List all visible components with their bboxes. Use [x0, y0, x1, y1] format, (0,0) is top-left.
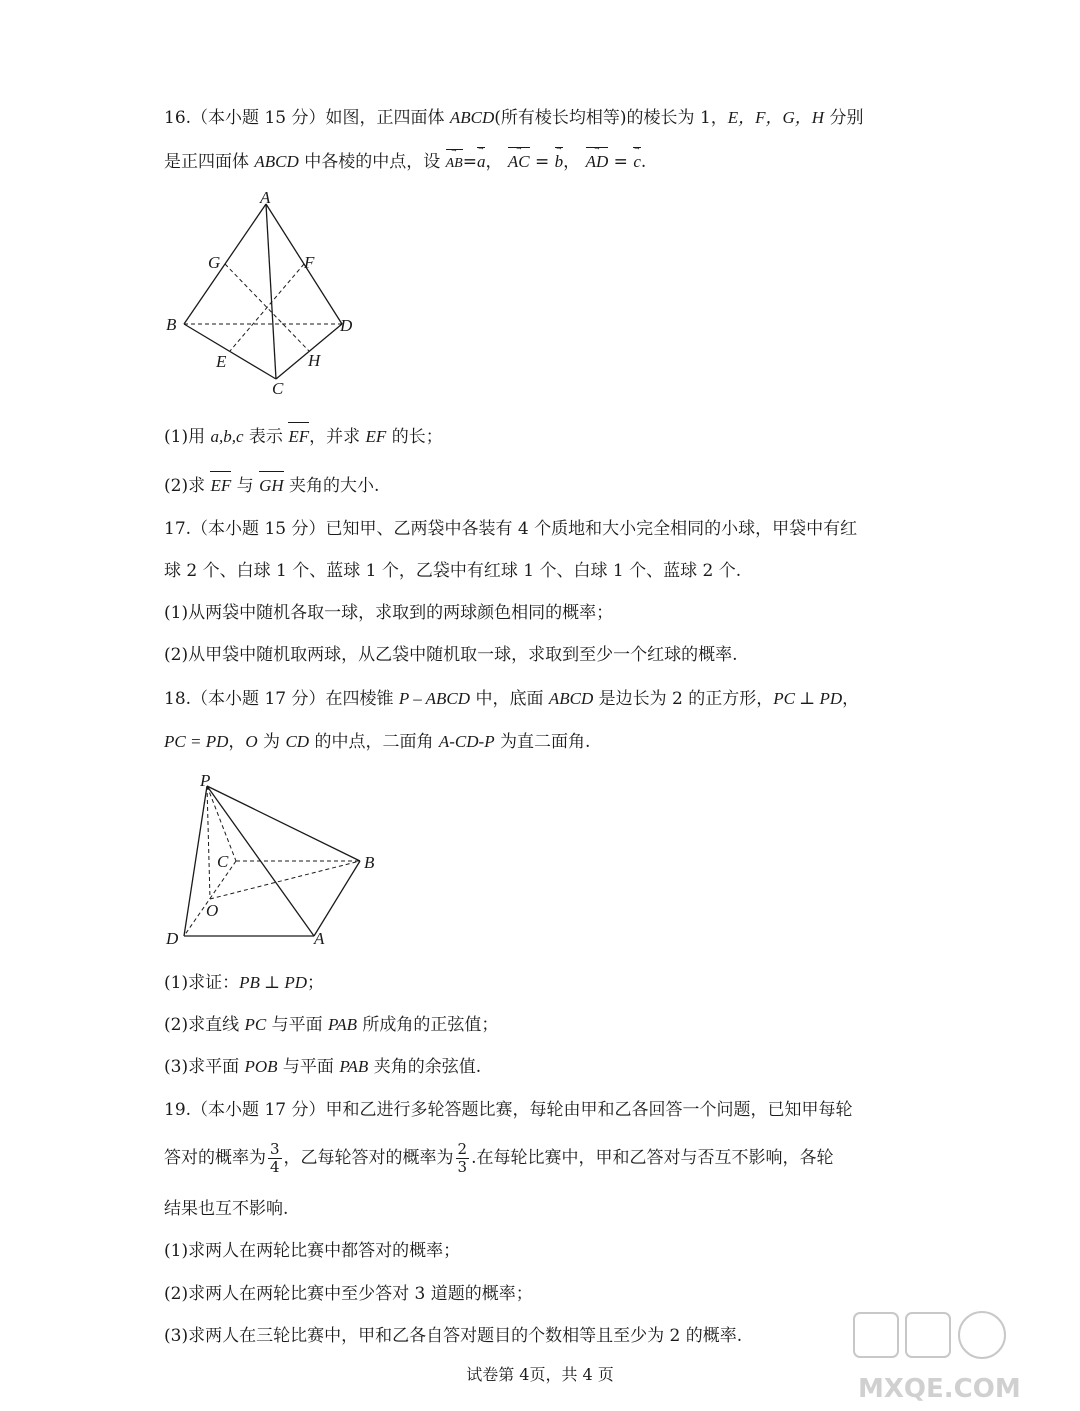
- label-f: F: [304, 253, 315, 272]
- q19-line2: [164, 1138, 834, 1178]
- period: .: [640, 152, 647, 172]
- q19-line3: 结果也互不影响.: [164, 1199, 289, 1219]
- q18-text: ；: [307, 973, 325, 993]
- q18-text: 夹角的余弦值.: [368, 1057, 482, 1077]
- equals: =: [462, 152, 477, 172]
- watermark-text: MXQE.COM: [858, 1374, 1021, 1404]
- q16-text: (所有棱长均相等)的棱长为 1，: [494, 108, 728, 128]
- q16-text: 夹角的大小.: [283, 476, 380, 496]
- q18-text: 为直二面角.: [494, 732, 591, 752]
- fraction-numerator: 3: [270, 1140, 280, 1158]
- q19-part3: (3)求两人在三轮比赛中，甲和乙各自答对题目的个数相等且至少为 2 的概率.: [164, 1326, 743, 1346]
- vector-ef: EF: [288, 425, 309, 449]
- perp-condition: PC ⊥ PD: [773, 689, 843, 708]
- segment-po-hidden: [207, 786, 210, 899]
- fraction-numerator: 2: [457, 1140, 468, 1158]
- segment-ef-name: EF: [365, 427, 387, 446]
- equals: =: [535, 152, 550, 172]
- pyramid-name: P – ABCD: [398, 689, 471, 708]
- q18-text: 是边长为 2 的正方形，: [593, 689, 774, 709]
- base-name: ABCD: [548, 689, 594, 708]
- perp-claim: PB ⊥ PD: [239, 973, 308, 992]
- fraction-denominator: 4: [270, 1158, 280, 1176]
- watermark-logo: [848, 1307, 1028, 1407]
- label-b: B: [364, 853, 375, 872]
- label-h: H: [308, 351, 321, 370]
- vector-vars: a,b,c: [210, 427, 244, 446]
- edge-bc: [184, 324, 276, 379]
- q16-part1: [164, 425, 443, 449]
- pyramid-figure: [160, 768, 390, 953]
- page-footer: 试卷第 4页，共 4 页: [466, 1365, 614, 1384]
- edge-ac: [266, 204, 276, 379]
- q16-part2: [164, 474, 379, 498]
- q18-text: 为: [257, 732, 286, 752]
- label-c: C: [217, 852, 229, 871]
- edge-pc-hidden: [207, 786, 236, 861]
- edge-pd: [184, 786, 207, 936]
- label-c: C: [272, 379, 284, 398]
- q16-text: 中各棱的中点，设: [298, 152, 446, 172]
- q18-text: (2)求直线: [164, 1015, 245, 1035]
- q16-text: 是正四面体: [164, 152, 255, 172]
- edge-pb: [207, 786, 360, 861]
- vector-ab: AB →: [446, 152, 463, 176]
- q18-line1: [164, 687, 859, 711]
- q18-text: 与平面: [277, 1057, 340, 1077]
- dihedral-angle: A-CD-P: [438, 732, 495, 751]
- vector-a: a →: [477, 150, 486, 174]
- q17-line2: 球 2 个、白球 1 个、蓝球 1 个，乙袋中有红球 1 个、白球 1 个、蓝球 2 个.: [164, 561, 742, 581]
- q19-text: 答对的概率为: [164, 1148, 266, 1168]
- plane-pab: PAB: [339, 1057, 369, 1076]
- plane-pob: POB: [244, 1057, 278, 1076]
- q18-text: 18.（本小题 17 分）在四棱锥: [164, 689, 399, 709]
- q18-text: (1)求证：: [164, 973, 240, 993]
- label-o: O: [206, 901, 219, 920]
- label-d: D: [166, 929, 179, 948]
- q17-line1: 17.（本小题 15 分）已知甲、乙两袋中各装有 4 个质地和大小完全相同的小球，甲袋中有红: [164, 519, 858, 539]
- separator: ，: [485, 152, 503, 172]
- q16-text: (2)求: [164, 476, 211, 496]
- q18-part1: [164, 971, 324, 995]
- q19-part2: (2)求两人在两轮比赛中至少答对 3 道题的概率；: [164, 1284, 533, 1304]
- equals: =: [613, 152, 628, 172]
- q16-text: (1)用: [164, 427, 211, 447]
- vector-b: b →: [555, 150, 564, 174]
- q16-text: 表示: [243, 427, 289, 447]
- q16-tetra-name: ABCD: [449, 108, 495, 127]
- edge-ab: [314, 861, 360, 936]
- plane-pab: PAB: [328, 1015, 357, 1034]
- tetrahedron-figure: [160, 188, 370, 400]
- q18-text: 与平面: [266, 1015, 329, 1035]
- segment-ef: [230, 264, 304, 351]
- label-g: G: [208, 253, 221, 272]
- label-p: P: [200, 771, 211, 790]
- point-o: O: [245, 732, 258, 751]
- vector-ad: AD →: [586, 150, 609, 174]
- q17-part2: (2)从甲袋中随机取两球，从乙袋中随机取一球，求取到至少一个红球的概率.: [164, 645, 738, 665]
- q16-header-line2: [164, 150, 646, 176]
- segment-ob-hidden: [210, 861, 360, 899]
- vector-ac: AC →: [508, 150, 530, 174]
- q18-part3: [164, 1055, 481, 1079]
- q18-line2: [164, 730, 590, 754]
- q16-text: 与: [231, 476, 260, 496]
- equal-condition: PC = PD: [164, 732, 229, 751]
- q19-part1: (1)求两人在两轮比赛中都答对的概率；: [164, 1241, 461, 1261]
- q18-text: 中，底面: [470, 689, 549, 709]
- separator: ，: [563, 152, 581, 172]
- q16-text: 16.（本小题 15 分）如图，正四面体: [164, 108, 450, 128]
- q18-text: ，: [228, 732, 246, 752]
- watermark-glyph-3: [959, 1312, 1005, 1358]
- vector-gh: GH: [259, 474, 284, 498]
- label-b: B: [166, 315, 177, 334]
- q16-text: 分别: [824, 108, 864, 128]
- label-a: A: [260, 188, 271, 207]
- q16-tetra-name: ABCD: [254, 152, 299, 171]
- fraction-two-thirds: [456, 1141, 470, 1176]
- q18-text: (3)求平面: [164, 1057, 245, 1077]
- q18-text: 的中点，二面角: [309, 732, 439, 752]
- q19-text: ，乙每轮答对的概率为: [283, 1148, 454, 1168]
- label-d: D: [340, 316, 353, 335]
- watermark-glyph-2: [906, 1313, 950, 1357]
- q16-header-line1: [164, 106, 864, 130]
- q16-text: ，并求: [309, 427, 366, 447]
- label-e: E: [216, 352, 227, 371]
- q17-part1: (1)从两袋中随机各取一球，求取到的两球颜色相同的概率；: [164, 603, 614, 623]
- q16-points: E，F，G，H: [727, 108, 825, 127]
- fraction-denominator: 3: [457, 1158, 468, 1176]
- segment-cd: CD: [285, 732, 310, 751]
- q18-text: 所成角的正弦值；: [357, 1015, 499, 1035]
- vector-ef: EF: [210, 474, 231, 498]
- watermark-glyph-1: [854, 1313, 898, 1357]
- q18-text: ，: [842, 689, 860, 709]
- vector-c: c →: [633, 150, 641, 174]
- q19-line1: 19.（本小题 17 分）甲和乙进行多轮答题比赛，每轮由甲和乙各回答一个问题，已知甲每轮: [164, 1100, 853, 1120]
- label-a: A: [314, 929, 325, 948]
- q18-part2: [164, 1013, 498, 1037]
- q16-text: 的长；: [386, 427, 443, 447]
- line-pc: PC: [244, 1015, 267, 1034]
- fraction-three-quarters: [268, 1141, 282, 1176]
- q19-text: .在每轮比赛中，甲和乙答对与否互不影响，各轮: [471, 1148, 834, 1168]
